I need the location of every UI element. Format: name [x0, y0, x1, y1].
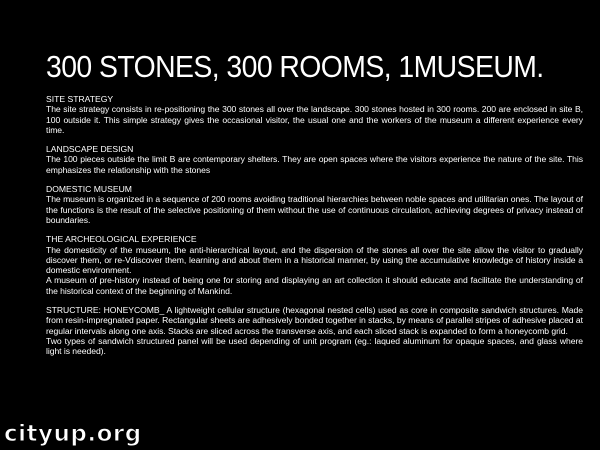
- section-paragraph: [46, 305, 583, 336]
- section-archeological-experience: [46, 234, 583, 296]
- watermark-logo: cityup.org: [4, 421, 142, 447]
- section-paragraph: The 100 pieces outside the limit B are contemporary shelters. They are open spaces where the visitors experience the nature of the site. This emphasizes the relationship with the stones: [46, 154, 583, 175]
- section-paragraph-text: A lightweight cellular structure (hexagonal nested cells) used as core in composite sandwich structures. Made from resin-impregnated paper. Rectangular sheets are adhesively bonded together in stacks, by means of parallel stripes of adhesive placed at regular intervals along one axis. Stacks are sliced across the transverse axis, and each sliced stack is expanded to form a honeycomb grid.: [46, 305, 583, 336]
- section-paragraph: A museum of pre-history instead of being one for storing and displaying an art collection it should educate and facilitate the understanding of the historical context of the beginning of Mankind.: [46, 275, 583, 296]
- sections: [46, 94, 583, 357]
- section-paragraph: The museum is organized in a sequence of 200 rooms avoiding traditional hierarchies between noble spaces and utilitarian ones. The layout of the functions is the result of the selective positioning of them without the use of continuous circulation, achieving degrees of privacy instead of boundaries.: [46, 194, 583, 225]
- section-domestic-museum: [46, 184, 583, 225]
- section-landscape-design: [46, 144, 583, 175]
- document-body: [46, 50, 583, 366]
- section-structure: [46, 305, 583, 356]
- section-paragraph: Two types of sandwich structured panel will be used depending of unit program (eg.: laqued aluminum for opaque spaces, and glass where light is needed).: [46, 335, 583, 357]
- section-heading: THE ARCHEOLOGICAL EXPERIENCE: [46, 234, 197, 245]
- section-paragraph: The site strategy consists in re-positioning the 300 stones all over the landscape. 300 stones hosted in 300 rooms. 200 are enclosed in site B, 100 outside it. This simple strategy gives the occasional visitor, the usual one and the workers of the museum a different experience every time.: [46, 104, 583, 135]
- section-heading: STRUCTURE: HONEYCOMB_: [46, 305, 165, 316]
- section-heading: DOMESTIC MUSEUM: [46, 184, 132, 195]
- section-heading: SITE STRATEGY: [46, 94, 114, 104]
- section-heading: LANDSCAPE DESIGN: [46, 144, 134, 155]
- section-site-strategy: [46, 94, 583, 135]
- page-title: 300 STONES, 300 ROOMS, 1MUSEUM.: [46, 50, 544, 84]
- section-paragraph: The domesticity of the museum, the anti-hierarchical layout, and the dispersion of the stones all over the site allow the visitor to gradually discover them, or re-Vdiscover them, learning and about them in a historical manner, by using the accumulative knowledge of history inside a domestic environment.: [46, 244, 583, 276]
